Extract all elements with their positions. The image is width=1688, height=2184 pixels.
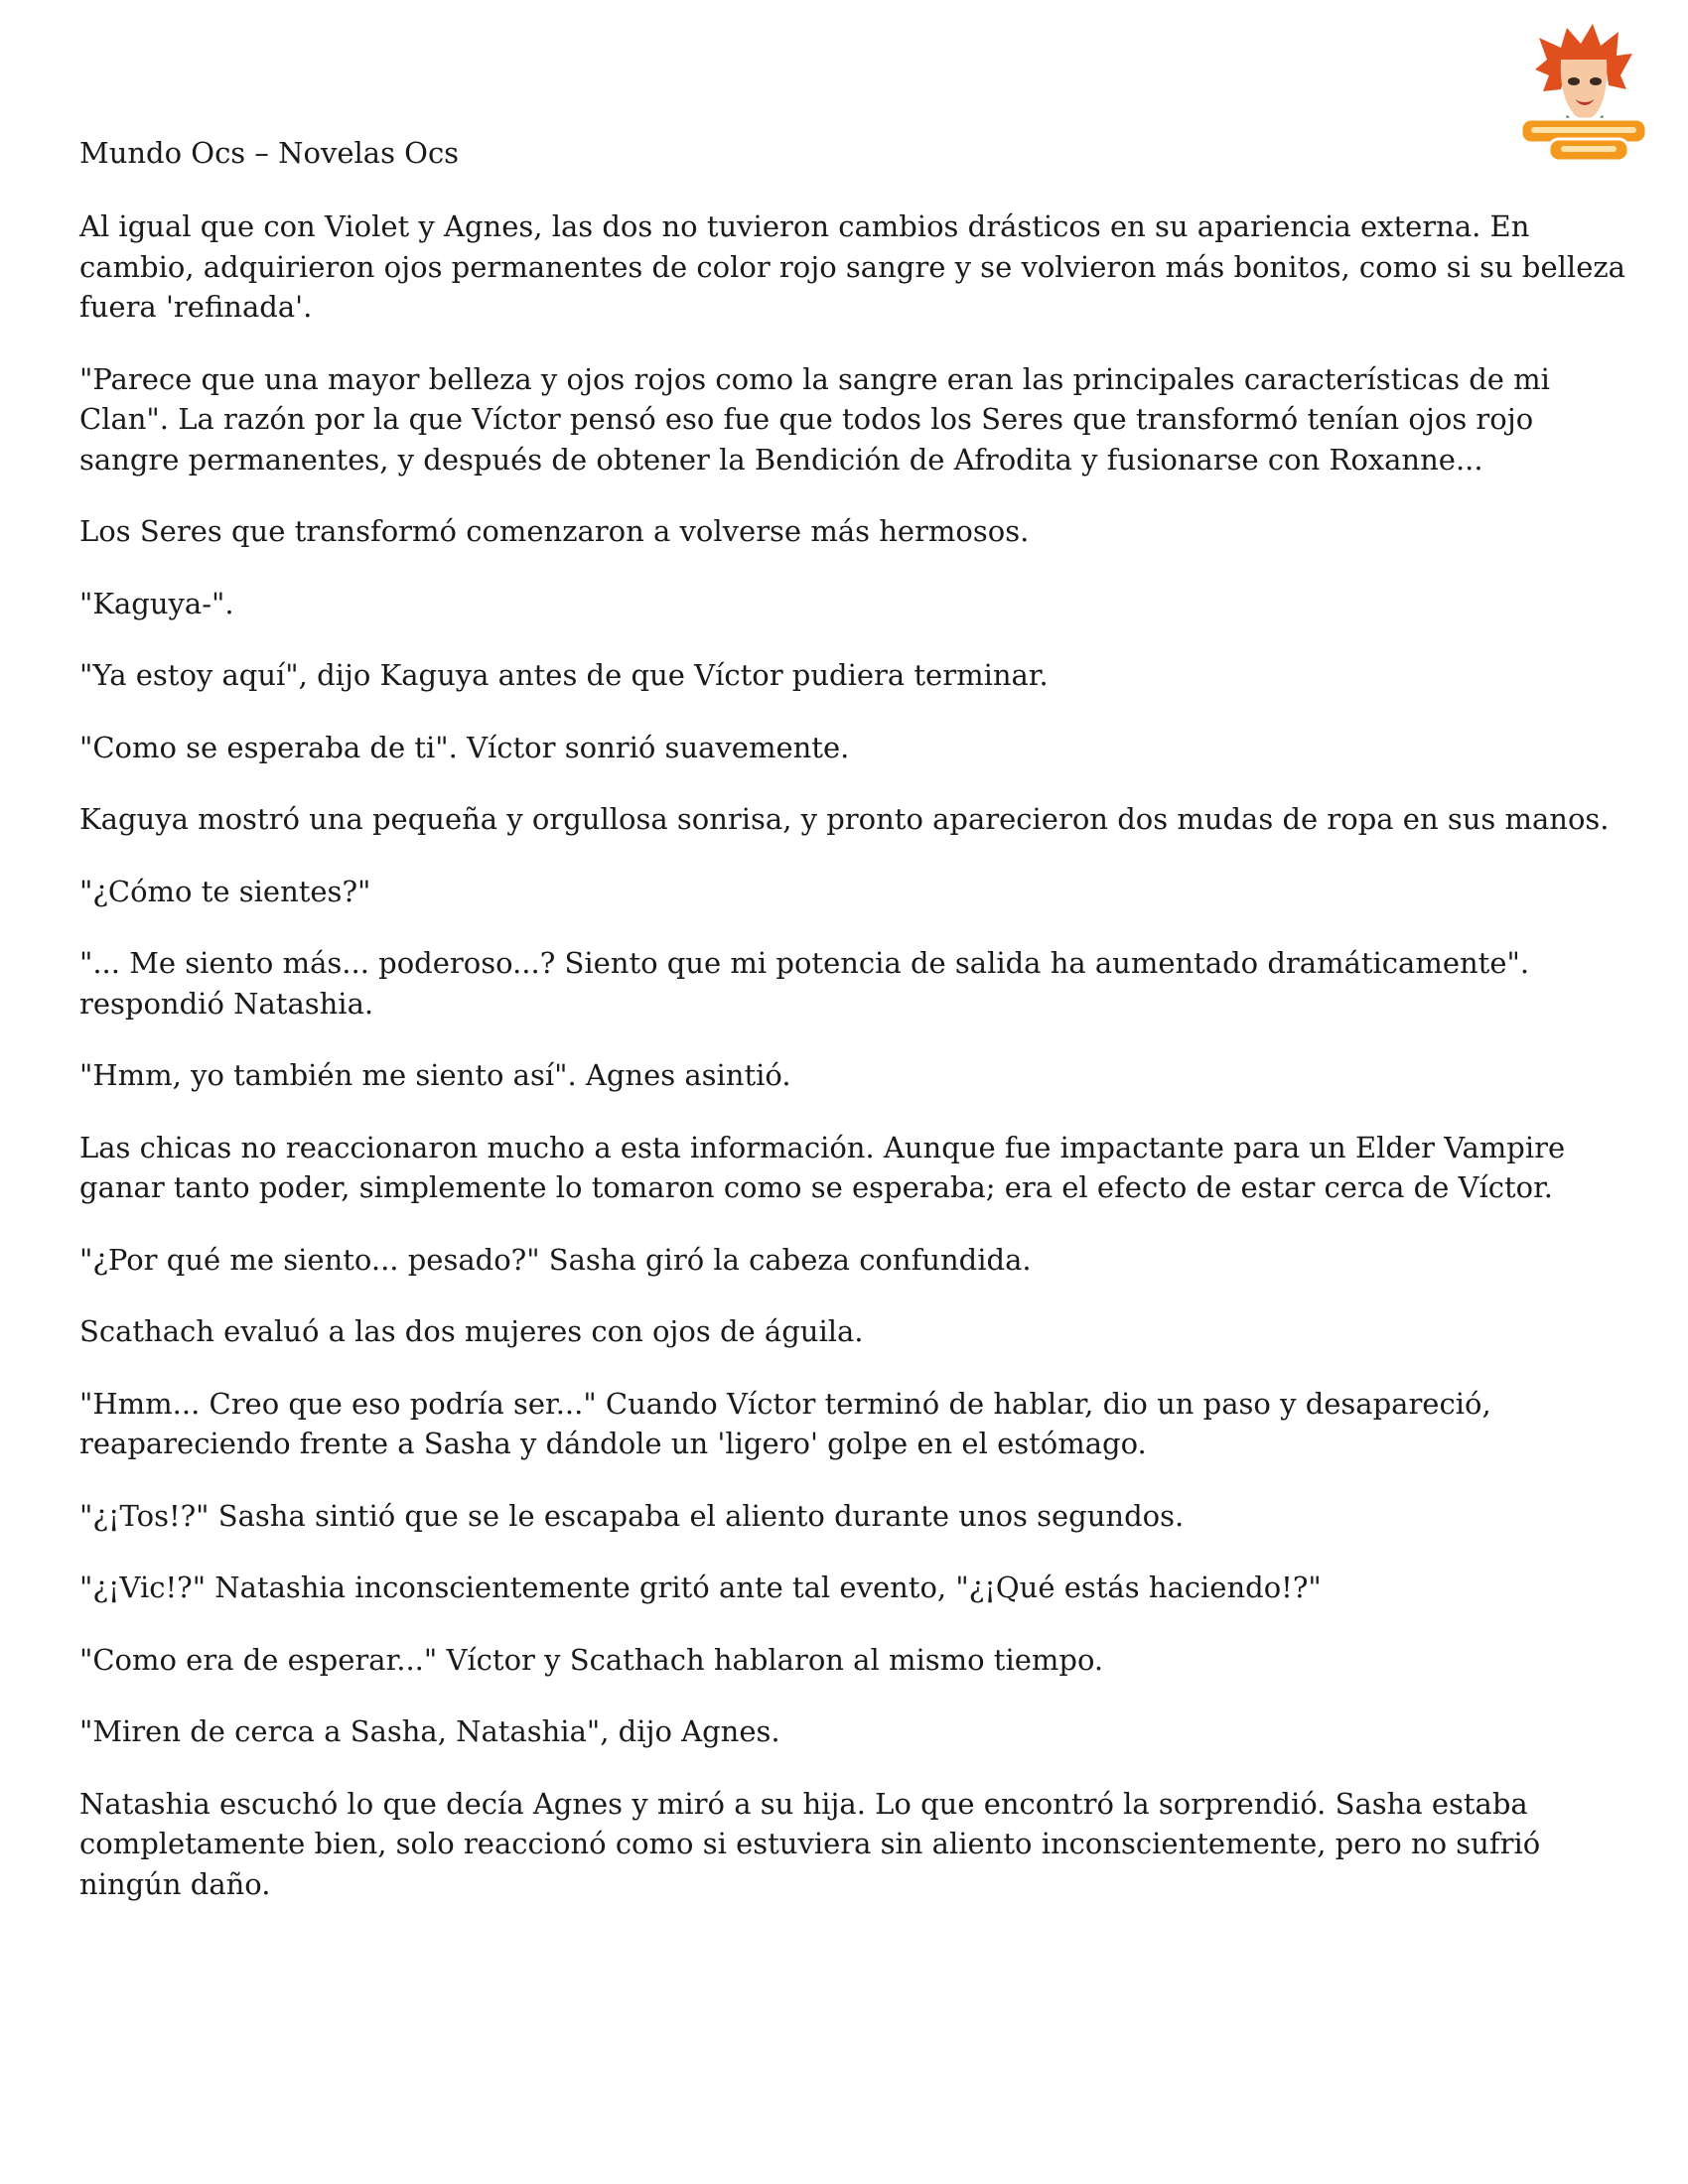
paragraph: Natashia escuchó lo que decía Agnes y miró a su hija. Lo que encontró la sorprendió. Sasha estaba completamente bien, solo reaccionó como si estuviera sin aliento inconscientemente, pero no sufrió ningún daño. — [79, 1786, 1541, 1901]
anime-character-logo-icon — [1509, 20, 1658, 169]
document-header: Mundo Ocs – Novelas Ocs — [79, 136, 460, 170]
paragraph: Las chicas no reaccionaron mucho a esta información. Aunque fue impactante para un Elder Vampire ganar tanto poder, simplemente lo tomaron como se esperaba; era el efecto de estar cerca de Víctor. — [79, 1130, 1566, 1204]
paragraph: "¿¡Vic!?" Natashia inconscientemente gritó ante tal evento, "¿¡Qué estás haciendo!?" — [79, 1570, 1322, 1604]
paragraph: "Como era de esperar..." Víctor y Scathach hablaron al mismo tiempo. — [79, 1642, 1104, 1677]
document-body — [79, 206, 1628, 1936]
paragraph: "Como se esperaba de ti". Víctor sonrió suavemente. — [79, 730, 850, 764]
paragraph: "Ya estoy aquí", dijo Kaguya antes de que Víctor pudiera terminar. — [79, 658, 1049, 692]
paragraph: Kaguya mostró una pequeña y orgullosa sonrisa, y pronto aparecieron dos mudas de ropa en sus manos. — [79, 802, 1610, 836]
paragraph: "¿Por qué me siento... pesado?" Sasha giró la cabeza confundida. — [79, 1242, 1032, 1277]
paragraph: "Hmm... Creo que eso podría ser..." Cuando Víctor terminó de hablar, dio un paso y desapareció, reapareciendo frente a Sasha y dándole un 'ligero' golpe en el estómago. — [79, 1386, 1491, 1460]
paragraph: Al igual que con Violet y Agnes, las dos no tuvieron cambios drásticos en su apariencia externa. En cambio, adquirieron ojos permanentes de color rojo sangre y se volvieron más bonitos, como si su belleza fuera 'refinada'. — [79, 209, 1625, 324]
paragraph: "... Me siento más... poderoso...? Siento que mi potencia de salida ha aumentado dramáticamente". respondió Natashia. — [79, 946, 1530, 1021]
paragraph: Scathach evaluó a las dos mujeres con ojos de águila. — [79, 1314, 864, 1348]
paragraph: "Kaguya-". — [79, 586, 234, 620]
mundo-ocs-logo — [1509, 20, 1658, 169]
paragraph: "Parece que una mayor belleza y ojos rojos como la sangre eran las principales características de mi Clan". La razón por la que Víctor pensó eso fue que todos los Seres que transformó tenían ojos rojo sangre permanentes, y después de obtener la Bendición de Afrodita y fusionarse con Roxanne... — [79, 361, 1550, 477]
paragraph: "Miren de cerca a Sasha, Natashia", dijo Agnes. — [79, 1714, 780, 1748]
paragraph: "¿Cómo te sientes?" — [79, 874, 371, 908]
paragraph: "Hmm, yo también me siento así". Agnes asintió. — [79, 1058, 791, 1092]
paragraph: Los Seres que transformó comenzaron a volverse más hermosos. — [79, 514, 1030, 548]
paragraph: "¿¡Tos!?" Sasha sintió que se le escapaba el aliento durante unos segundos. — [79, 1498, 1185, 1533]
